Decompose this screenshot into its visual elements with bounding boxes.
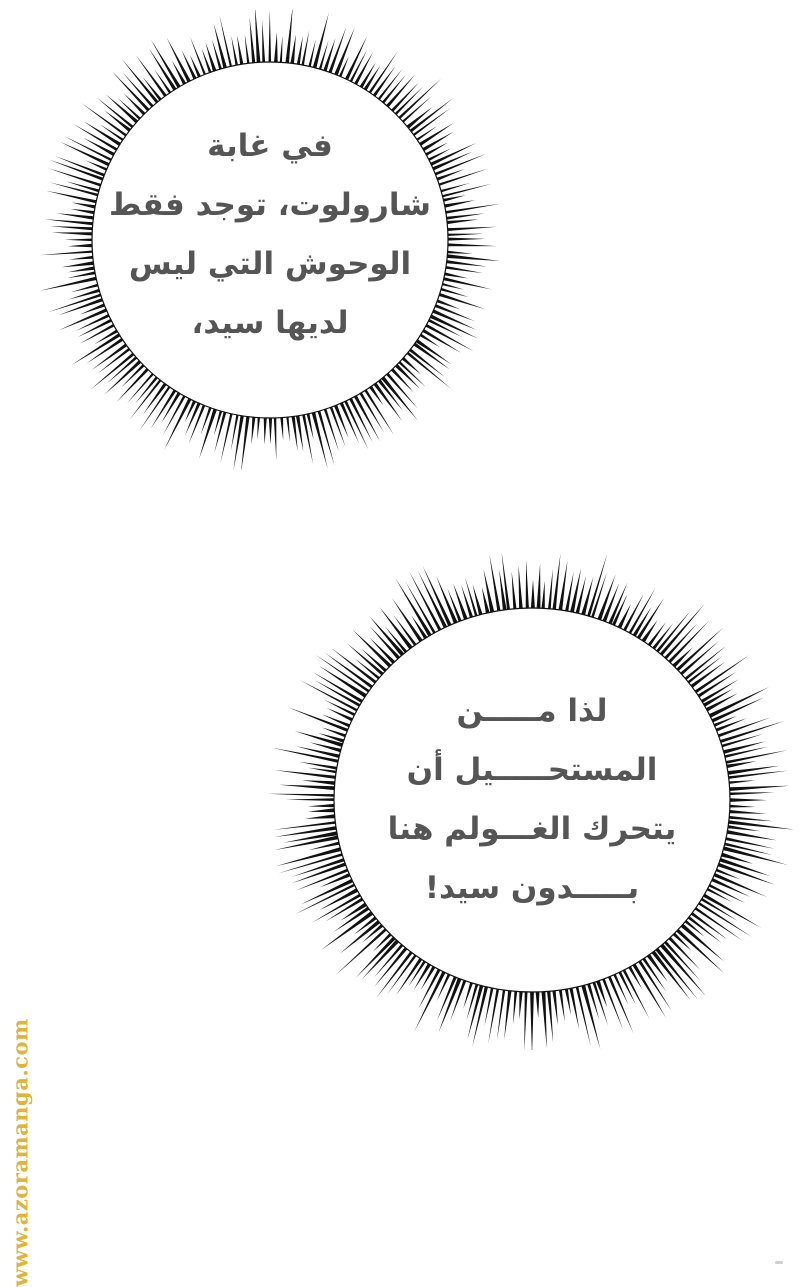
burst-ray (553, 554, 561, 610)
burst-ray (279, 785, 334, 790)
burst-ray (448, 243, 497, 246)
burst-ray (269, 10, 272, 62)
burst-ray (730, 805, 756, 808)
burst-ray (65, 239, 93, 242)
burst-ray (526, 560, 529, 609)
bubble-2-line-1: لذا مـــــن (456, 693, 608, 729)
bubble-2-line-4: بـــــدون سيد! (424, 870, 640, 906)
burst-ray (559, 990, 565, 1022)
burst-ray (423, 566, 452, 627)
burst-ray (695, 655, 750, 693)
burst-ray (447, 219, 479, 224)
burst-ray (497, 990, 505, 1040)
burst-ray (68, 266, 95, 272)
burst-ray (364, 390, 394, 436)
burst-ray (444, 272, 468, 278)
burst-ray (214, 412, 226, 453)
burst-ray (280, 36, 283, 63)
burst-ray (443, 195, 466, 202)
burst-ray (519, 992, 522, 1020)
burst-ray (442, 283, 464, 290)
burst-ray (272, 748, 338, 763)
burst-ray (369, 386, 383, 405)
bubble-1-line-2: شارولوت، توجد فقط (109, 187, 431, 223)
burst-ray (730, 798, 767, 802)
burst-ray (297, 36, 303, 65)
burst-ray (255, 10, 261, 63)
burst-ray (288, 707, 348, 732)
burst-ray (426, 324, 474, 351)
burst-ray (504, 991, 511, 1040)
burst-ray (448, 251, 473, 254)
burst-ray (45, 219, 93, 225)
burst-ray (70, 209, 94, 214)
burst-ray (542, 992, 547, 1049)
burst-ray (214, 23, 227, 68)
burst-ray (290, 34, 296, 63)
burst-ray (264, 418, 267, 445)
burst-ray (430, 143, 476, 166)
burst-ray (629, 588, 656, 634)
burst-ray (313, 13, 329, 69)
burst-ray (439, 169, 488, 186)
burst-ray (536, 992, 540, 1018)
burst-ray (531, 580, 535, 608)
burst-ray (69, 256, 93, 260)
burst-ray (312, 412, 328, 468)
burst-ray (302, 780, 335, 785)
burst-ray (512, 571, 517, 609)
burst-ray (421, 966, 436, 990)
burst-ray (250, 17, 256, 63)
burst-ray (447, 213, 485, 219)
burst-ray (447, 254, 500, 261)
burst-ray (726, 750, 788, 764)
burst-ray (40, 251, 92, 256)
burst-ray (716, 718, 747, 731)
burst-ray (274, 32, 278, 62)
burst-ray (701, 898, 738, 921)
burst-ray (301, 879, 353, 905)
burst-ray (729, 780, 756, 784)
site-watermark (0, 1018, 40, 1287)
burst-ray (637, 598, 664, 639)
burst-ray (730, 792, 775, 795)
speech-bubble-text-1 (110, 110, 430, 360)
burst-ray (123, 72, 154, 107)
burst-ray (552, 991, 558, 1026)
burst-ray (447, 260, 487, 267)
burst-ray (374, 383, 403, 422)
burst-ray (369, 51, 398, 93)
burst-ray (725, 747, 768, 758)
burst-ray (308, 804, 334, 807)
burst-ray (136, 55, 167, 97)
burst-ray (612, 594, 628, 626)
burst-ray (308, 808, 335, 812)
burst-ray (283, 831, 337, 842)
burst-ray (274, 418, 277, 460)
burst-ray (446, 266, 483, 273)
burst-ray (513, 991, 517, 1024)
burst-ray (448, 227, 498, 231)
burst-ray (728, 766, 780, 775)
watermark-text: www.azoramanga.com (7, 1018, 33, 1287)
burst-ray (50, 226, 93, 230)
burst-ray (299, 762, 337, 770)
burst-ray (669, 937, 701, 970)
burst-ray (67, 271, 95, 278)
burst-ray (280, 418, 283, 441)
burst-ray (314, 680, 360, 707)
burst-ray (302, 415, 313, 465)
burst-ray (52, 232, 93, 235)
burst-ray (409, 571, 441, 631)
burst-ray (274, 836, 338, 851)
burst-ray (40, 277, 97, 291)
bubble-1-line-1: في غابة (207, 128, 333, 164)
burst-ray (285, 10, 292, 63)
burst-ray (251, 417, 255, 444)
burst-ray (167, 37, 191, 82)
burst-ray (190, 37, 206, 75)
burst-ray (453, 583, 468, 620)
burst-ray (524, 992, 527, 1050)
burst-ray (268, 794, 335, 797)
burst-ray (548, 569, 553, 609)
burst-ray (56, 213, 93, 219)
burst-ray (269, 418, 272, 445)
burst-ray (231, 36, 238, 66)
burst-ray (444, 200, 475, 208)
burst-ray (576, 987, 591, 1047)
burst-ray (418, 571, 447, 628)
corner-speck (775, 1261, 783, 1264)
bubble-2-line-2: المستحـــــيل أن (406, 752, 658, 788)
burst-ray (537, 564, 541, 609)
burst-ray (68, 244, 92, 247)
burst-ray (324, 409, 339, 452)
burst-ray (723, 846, 788, 865)
burst-ray (729, 816, 773, 821)
burst-ray (61, 261, 93, 267)
burst-ray (437, 974, 451, 1001)
burst-ray (722, 734, 763, 747)
burst-ray (356, 937, 396, 978)
burst-ray (292, 416, 298, 451)
speech-bubble-text-2 (362, 660, 702, 940)
burst-ray (262, 20, 265, 62)
bubble-1-line-4: لديها سيد، (191, 305, 349, 341)
burst-ray (519, 565, 523, 608)
burst-ray (237, 35, 243, 64)
burst-ray (327, 708, 353, 721)
burst-ray (565, 989, 571, 1015)
burst-ray (313, 672, 363, 703)
burst-ray (435, 304, 475, 321)
burst-ray (608, 976, 634, 1034)
burst-ray (388, 955, 417, 994)
burst-ray (72, 203, 96, 209)
burst-ray (730, 786, 790, 791)
burst-ray (559, 561, 568, 611)
burst-ray (730, 810, 767, 814)
burst-ray (386, 373, 418, 409)
burst-ray (104, 360, 141, 395)
burst-ray (60, 142, 110, 166)
burst-ray (130, 380, 162, 420)
burst-ray (286, 417, 290, 442)
burst-ray (448, 234, 484, 236)
burst-ray (542, 581, 545, 609)
burst-ray (439, 978, 462, 1033)
burst-ray (164, 398, 191, 450)
burst-ray (219, 15, 232, 66)
burst-ray (305, 814, 335, 819)
burst-ray (618, 604, 632, 629)
burst-ray (727, 830, 777, 840)
burst-ray (257, 418, 260, 440)
burst-ray (448, 238, 485, 241)
burst-ray (430, 315, 478, 339)
burst-ray (286, 798, 334, 801)
burst-ray (245, 34, 250, 64)
bubble-1-line-3: الوحوش التي ليس (128, 246, 412, 282)
burst-ray (530, 992, 534, 1050)
burst-ray (443, 277, 492, 289)
burst-ray (668, 621, 709, 663)
burst-ray (442, 184, 492, 198)
burst-ray (547, 991, 553, 1042)
bubble-2-line-3: يتحرك الغـــولم هنا (387, 811, 677, 847)
burst-ray (302, 30, 310, 65)
burst-ray (149, 49, 176, 91)
